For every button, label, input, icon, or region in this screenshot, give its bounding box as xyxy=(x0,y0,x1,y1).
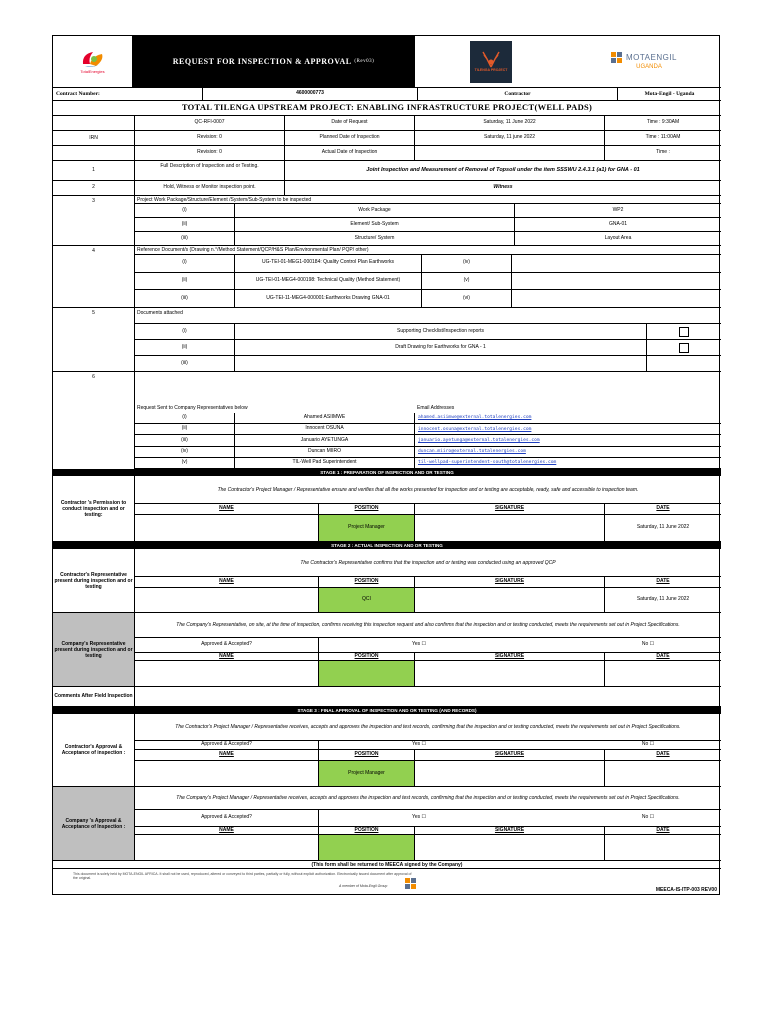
totalenergies-logo xyxy=(53,36,133,87)
position-header: POSITION xyxy=(319,653,415,660)
company-present-side: Company's Representative present during inspection and or testing xyxy=(53,613,135,687)
stage-2-position: QCI xyxy=(319,588,415,612)
reference-value-2[interactable] xyxy=(512,273,721,290)
irn-row-3 xyxy=(53,146,721,161)
inspection-form xyxy=(52,35,720,895)
representative-email[interactable] xyxy=(415,447,721,457)
irn-label: IRN xyxy=(53,116,135,161)
sent-label: Request Sent to Company Representatives below xyxy=(137,405,248,411)
name-header: NAME xyxy=(135,750,319,760)
stage-3-values xyxy=(135,761,721,787)
reference-index: (ii) xyxy=(135,273,235,290)
contractor-name: Mota-Engil - Uganda xyxy=(644,90,695,97)
representative-name: TIL-Well Pad Superintendent xyxy=(235,458,415,468)
documents-label: Documents attached xyxy=(135,308,721,324)
document-index: (i) xyxy=(135,324,235,339)
item-2-row xyxy=(53,181,721,196)
document-index: (ii) xyxy=(135,340,235,355)
representative-email-link[interactable]: ahamed.asiimwe@external.totalenergies.com xyxy=(418,415,532,421)
company-approval-text: The Company's Project Manager / Representative receives, accepts and approves the inspection and test records, confirming that the inspection and or testing conducted, meets the requirements set out in Project Specifications. xyxy=(135,787,721,810)
reference-index: (i) xyxy=(135,255,235,272)
scope-key: Element/ Sub-System xyxy=(235,218,515,231)
item-2-number: 2 xyxy=(53,181,135,195)
reference-index-2: (v) xyxy=(422,273,512,290)
company-present-position-input[interactable] xyxy=(319,661,415,686)
reference-row xyxy=(135,273,721,291)
representative-index: (iii) xyxy=(135,435,235,445)
position-header: POSITION xyxy=(319,577,415,587)
name-header: NAME xyxy=(135,577,319,587)
representative-name: Duncan MIIRO xyxy=(235,447,415,457)
item-1-number: 1 xyxy=(53,161,135,180)
scope-value: GNA-01 xyxy=(608,220,628,227)
representative-row xyxy=(135,458,721,469)
document-check-cell xyxy=(647,340,721,355)
reference-index-2: (vi) xyxy=(422,290,512,307)
stage-1-side: Contractor 's Permission to conduct inspection and or testing: xyxy=(53,476,135,542)
irn-row-2 xyxy=(53,131,721,146)
comments-row xyxy=(53,687,721,707)
stage-2-bar: STAGE 2 : ACTUAL INSPECTION AND OR TESTING xyxy=(53,542,721,549)
actual-date xyxy=(415,146,605,160)
document-row xyxy=(135,340,721,356)
totalenergies-logo-icon xyxy=(80,48,106,70)
stage-1-name-input[interactable] xyxy=(135,515,319,541)
stage-3-approval xyxy=(135,741,721,750)
representative-email[interactable] xyxy=(415,424,721,434)
motaengil-logo-icon xyxy=(611,52,623,64)
irn-revision-2: Revision: 0 xyxy=(135,146,285,160)
company-approval-side: Company 's Approval & Acceptance of Inspection : xyxy=(53,787,135,861)
company-approval-row xyxy=(135,810,721,827)
company-present-values xyxy=(135,661,721,687)
representative-row xyxy=(135,413,721,424)
item-3-number: 3 xyxy=(53,196,135,246)
item-4-number: 4 xyxy=(53,246,135,308)
signature-header: SIGNATURE xyxy=(415,827,605,834)
date-header: DATE xyxy=(656,505,670,512)
time-request: Time : 9:30AM xyxy=(646,119,680,126)
hold-value: Witness xyxy=(493,184,513,191)
description-value: Joint Inspection and Measurement of Removal of Topsoil under the item SSSWU 2.4.3.1 (a1) for GNA - 01 xyxy=(366,167,640,174)
company-approval-values xyxy=(135,835,721,861)
no-checkbox[interactable]: No ☐ xyxy=(641,741,655,748)
contract-row xyxy=(53,88,721,101)
reference-value-2[interactable] xyxy=(512,290,721,307)
stage-1-headers xyxy=(135,504,721,515)
date-request: Saturday, 11 June 2022 xyxy=(415,116,605,130)
position-header: POSITION xyxy=(319,504,415,514)
representative-email[interactable] xyxy=(415,458,721,468)
description-label: Full Description of Inspection and or Testing. xyxy=(135,161,285,180)
representative-index: (ii) xyxy=(135,424,235,434)
date-header: DATE xyxy=(656,827,670,833)
form-title xyxy=(133,36,415,87)
representative-index: (iv) xyxy=(135,447,235,457)
scope-value: WP2 xyxy=(612,206,624,213)
name-header: NAME xyxy=(135,653,319,660)
scope-index: (iii) xyxy=(135,232,235,245)
company-approval-position-input[interactable] xyxy=(319,835,415,860)
document-name: Supporting Checklist/Inspection reports xyxy=(235,324,647,339)
document-checkbox[interactable] xyxy=(679,327,689,337)
comments-label: Comments After Field Inspection xyxy=(53,687,135,706)
approved-label: Approved & Accepted? xyxy=(135,810,319,826)
reference-value: UG-TEI-11-MEG4-000001:Earthworks Drawing GNA-01 xyxy=(235,290,422,307)
item-6-number: 6 xyxy=(53,372,135,469)
stage-3-bar: STAGE 3 : FINAL APPROVAL OF INSPECTION AND OR TESTING (AND RECORDS) xyxy=(53,707,721,714)
member-note: A member of Mota-Engil Group xyxy=(339,884,388,888)
company-present-signature-input[interactable] xyxy=(415,661,605,686)
document-name: Draft Drawing for Earthworks for GNA - 1 xyxy=(235,340,647,355)
stage-3-name-input[interactable] xyxy=(135,761,319,786)
representative-row xyxy=(135,424,721,435)
stage-1-bar: STAGE 1 : PREPARATION OF INSPECTION AND OR TESTING xyxy=(53,469,721,476)
stage-3-signature-input[interactable] xyxy=(415,761,605,786)
stage-1-text: The Contractor's Project Manager / Representative ensure and verifies that all the works presented for inspection and or testing are acceptable, ready, safe and accessible to inspection team. xyxy=(135,476,721,504)
title-text: REQUEST FOR INSPECTION & APPROVAL xyxy=(172,56,352,66)
stage-1-values xyxy=(135,515,721,542)
representative-name: Ahamed ASIIMWE xyxy=(235,413,415,423)
stage-2-text: The Contractor's Representative confirms that the inspection and or testing was conducted using an approved QCP xyxy=(135,549,721,577)
item-5-number: 5 xyxy=(53,308,135,372)
irn-row-1 xyxy=(53,116,721,131)
yes-checkbox[interactable]: Yes ☐ xyxy=(411,641,427,648)
representative-email[interactable] xyxy=(415,413,721,423)
reference-row xyxy=(135,255,721,273)
signature-header: SIGNATURE xyxy=(415,577,605,587)
tilenga-logo-box xyxy=(470,41,512,83)
stage-3-position: Project Manager xyxy=(319,761,415,786)
representative-name: Januario AYETUNGA xyxy=(235,435,415,445)
stage-2-signature-input[interactable] xyxy=(415,588,605,612)
yes-checkbox[interactable]: Yes ☐ xyxy=(411,814,427,821)
project-title-row xyxy=(53,101,721,116)
reference-value: UG-TEI-01-MEG1-000184: Quality Control Plan Earthworks xyxy=(235,255,422,272)
date-header: DATE xyxy=(656,751,670,758)
yes-checkbox[interactable]: Yes ☐ xyxy=(411,741,427,748)
irn-revision-1: Revision: 0 xyxy=(135,131,285,145)
no-checkbox[interactable]: No ☐ xyxy=(641,814,655,821)
stage-3-headers xyxy=(135,750,721,761)
representative-row xyxy=(135,435,721,446)
header-row xyxy=(53,36,721,88)
item-1-row xyxy=(53,161,721,181)
actual-time: Time : xyxy=(656,149,670,156)
stage-2-date: Saturday, 11 June 2022 xyxy=(636,596,690,603)
signature-header: SIGNATURE xyxy=(415,504,605,514)
planned-date-label: Planned Date of Inspection xyxy=(285,131,415,145)
company-present-name-input[interactable] xyxy=(135,661,319,686)
document-code: MEECA-IS-ITP-003 REV00 xyxy=(655,887,717,893)
document-check-cell xyxy=(647,356,721,371)
scope-row xyxy=(135,232,721,246)
planned-date: Saturday, 11 june 2022 xyxy=(415,131,605,145)
disclaimer: This document is solely held by MOTA-ENGIL AFRICA. It shall not be used, reproduced, altered or conveyed to third parties, partially or fully, without explicit authorization. Electronically issued document after approval of the original. xyxy=(73,872,412,881)
contract-number: 4600000773 xyxy=(203,88,418,100)
contractor-label: Contractor xyxy=(418,88,618,100)
position-header: POSITION xyxy=(319,827,415,834)
representative-name: Innocent OSUNA xyxy=(235,424,415,434)
representative-index: (i) xyxy=(135,413,235,423)
tilenga-text: TILENGA PROJECT xyxy=(474,68,508,73)
company-present-date-input[interactable] xyxy=(605,661,721,686)
position-header: POSITION xyxy=(319,750,415,760)
reference-index: (iii) xyxy=(135,290,235,307)
scope-index: (i) xyxy=(135,204,235,217)
representative-email-link[interactable]: duncan.miiro@external.totalenergies.com xyxy=(418,449,526,455)
irn-ref: QC-RFI-0007 xyxy=(135,116,285,130)
antelope-icon xyxy=(480,50,502,68)
signature-header: SIGNATURE xyxy=(415,750,605,760)
representative-email[interactable] xyxy=(415,435,721,445)
company-present-approval xyxy=(135,638,721,653)
document-index: (iii) xyxy=(135,356,235,371)
motaengil-footer-icon xyxy=(405,878,417,890)
date-request-label: Date of Request xyxy=(285,116,415,130)
representative-email-link[interactable]: innocent.osuna@external.totalenergies.com xyxy=(418,426,532,432)
planned-time: Time : 11:00AM xyxy=(645,134,681,141)
document-name xyxy=(235,356,647,371)
motaengil-logo xyxy=(567,36,721,87)
project-title: TOTAL TILENGA UPSTREAM PROJECT: ENABLING INFRASTRUCTURE PROJECT(WELL PADS) xyxy=(181,102,593,113)
stage-1-position: Project Manager xyxy=(319,515,415,541)
approved-label: Approved & Accepted? xyxy=(135,741,319,749)
return-note: (This form shall be returned to MEECA signed by the Company) xyxy=(53,861,721,869)
stage-2-headers xyxy=(135,577,721,588)
representative-index: (v) xyxy=(135,458,235,468)
stage-2-name-input[interactable] xyxy=(135,588,319,612)
email-label: Email Addresses xyxy=(417,405,455,411)
document-checkbox[interactable] xyxy=(679,343,689,353)
company-present-text: The Company's Representative, on site, at the time of inspection, confirms receiving this inspection request and also confirms that the inspection and or testing conducted, meets the requirements set out in Project Specifications. xyxy=(135,613,721,638)
approved-label: Approved & Accepted? xyxy=(135,638,319,652)
scope-key: Work Package xyxy=(235,204,515,217)
tilenga-logo xyxy=(415,36,567,87)
motaengil-name: MOTAENGIL xyxy=(625,53,678,63)
reference-value: UG-TEI-01-MEG4-000198: Technical Quality (Method Statement) xyxy=(235,273,422,290)
reference-row xyxy=(135,290,721,308)
actual-date-label: Actual Date of Inspection xyxy=(285,146,415,160)
stage-1-date: Saturday, 11 June 2022 xyxy=(636,524,690,531)
contract-label: Contract Number: xyxy=(53,88,203,100)
date-header: DATE xyxy=(656,653,670,659)
comments-input[interactable] xyxy=(135,687,721,706)
scope-index: (ii) xyxy=(135,218,235,231)
company-approval-date-input[interactable] xyxy=(605,835,721,860)
title-rev: (Rev03) xyxy=(354,58,375,64)
scope-value: Layout Area xyxy=(604,234,632,241)
scope-label: Project Work Package/Structure/Element /System/Sub-System to be inspected xyxy=(135,196,721,204)
representative-email-link[interactable]: til-wellpad-superintendent-south@totalenergies.com xyxy=(418,460,557,466)
stage-2-side: Contractor's Representative present during inspection and or testing xyxy=(53,549,135,613)
representative-row xyxy=(135,447,721,458)
stage-3-side: Contractor's Approval & Acceptance of inspection : xyxy=(53,714,135,787)
no-checkbox[interactable]: No ☐ xyxy=(641,641,655,648)
company-approval-name-input[interactable] xyxy=(135,835,319,860)
motaengil-sub: UGANDA xyxy=(636,64,662,71)
stage-2-values xyxy=(135,588,721,613)
reference-label: Reference Document/s (Drawing n.°/Method Statement/QCP/H&S Plan/Environmental Plan/ PQP/ other) xyxy=(135,246,721,255)
scope-row xyxy=(135,204,721,218)
reference-index-2: (iv) xyxy=(422,255,512,272)
document-row xyxy=(135,356,721,372)
company-present-headers xyxy=(135,653,721,661)
document-check-cell xyxy=(647,324,721,339)
hold-label: Hold, Witness or Monitor inspection point. xyxy=(135,181,285,195)
document-row xyxy=(135,324,721,340)
representative-email-link[interactable]: januario.ayetunga@external.totalenergies.com xyxy=(418,437,540,443)
stage-3-text: The Contractor's Project Manager / Representative receives, accepts and approves the inspection and test records, confirming that the inspection and or testing conducted, meets the requirements set out in Project Specifications. xyxy=(135,714,721,741)
name-header: NAME xyxy=(135,504,319,514)
signature-header: SIGNATURE xyxy=(415,653,605,660)
company-approval-headers xyxy=(135,827,721,835)
reference-value-2[interactable] xyxy=(512,255,721,272)
scope-key: Structure/ System xyxy=(235,232,515,245)
name-header: NAME xyxy=(135,827,319,834)
stage-1-signature-input[interactable] xyxy=(415,515,605,541)
date-header: DATE xyxy=(656,578,670,585)
company-approval-signature-input[interactable] xyxy=(415,835,605,860)
logo-text: TotalEnergies xyxy=(80,69,105,75)
scope-row xyxy=(135,218,721,232)
stage-3-date-input[interactable] xyxy=(605,761,721,786)
